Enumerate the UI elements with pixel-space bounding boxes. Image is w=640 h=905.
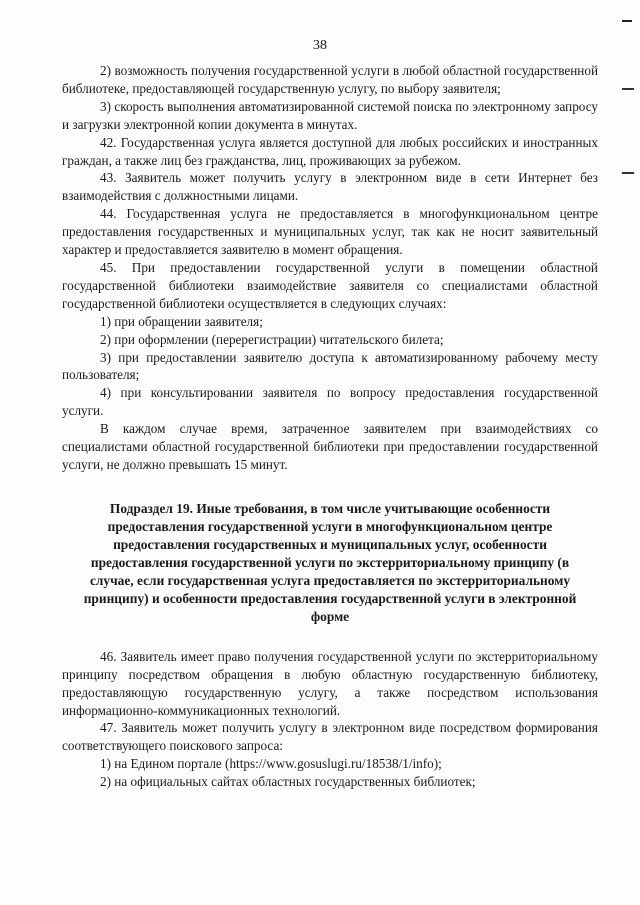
paragraph: В каждом случае время, затраченное заявителем при взаимодействиях со специалистами областной государственной библиотеки при предоставлении государственной услуги, не должно превышать 15 минут. [62,421,598,472]
list-item: 1) на Едином портале (https://www.gosuslugi.ru/18538/1/info); [100,756,442,772]
paragraph: 3) скорость выполнения автоматизированной системой поиска по электронному запросу и загрузки электронной копии документа в минутах. [62,98,598,132]
paragraph: 45. При предоставлении государственной услуги в помещении областной государственной библиотеки взаимодействие заявителя со специалистами областной государственной библиотеки осуществляется в следующих случаях: [62,259,598,311]
scan-mark [622,88,634,90]
list-item: 1) при обращении заявителя; [100,313,263,329]
scan-mark [622,172,634,174]
section-heading: Подраздел 19. Иные требования, в том числе учитывающие особенности предоставления государственной услуги в многофункциональном центре предоставления государственных и муниципальных услуг, особенности предоставления государственной услуги по экстерриториальному принципу (в случае, если государственная услуга предоставляется по экстерриториальному принципу) и особенности предоставления государственной услуги в электронной форме [83,500,577,624]
document-body [62,62,598,791]
list-item: 3) при предоставлении заявителю доступа к автоматизированному рабочему месту пользователя; [62,349,598,383]
scan-mark [622,20,632,22]
paragraph: 42. Государственная услуга является доступной для любых российских и иностранных граждан, а также лиц без гражданства, лиц, проживающих за рубежом. [62,134,598,168]
paragraph: 44. Государственная услуга не предоставляется в многофункциональном центре предоставления государственных и муниципальных услуг, так как не носит заявительный характер и предоставляется заявителю в момент обращения. [62,206,598,258]
paragraph: 46. Заявитель имеет право получения государственной услуги по экстерриториальному принципу посредством обращения в любую областную государственную библиотеку, предоставляющую государственную услугу, а также посредством использования информационно-коммуникационных технологий. [62,648,598,718]
paragraph: 43. Заявитель может получить услугу в электронном виде в сети Интернет без взаимодействия с должностными лицами. [62,170,598,204]
list-item: 2) при оформлении (перерегистрации) читательского билета; [100,331,444,347]
page-number: 38 [313,38,327,53]
list-item: 2) на официальных сайтах областных государственных библиотек; [100,774,476,790]
paragraph: 47. Заявитель может получить услугу в электронном виде посредством формирования соответствующего поискового запроса: [62,720,598,754]
list-item: 4) при консультировании заявителя по вопросу предоставления государственной услуги. [62,385,598,419]
paragraph: 2) возможность получения государственной услуги в любой областной государственной библиотеке, предоставляющей государственную услугу, по выбору заявителя; [62,63,598,96]
